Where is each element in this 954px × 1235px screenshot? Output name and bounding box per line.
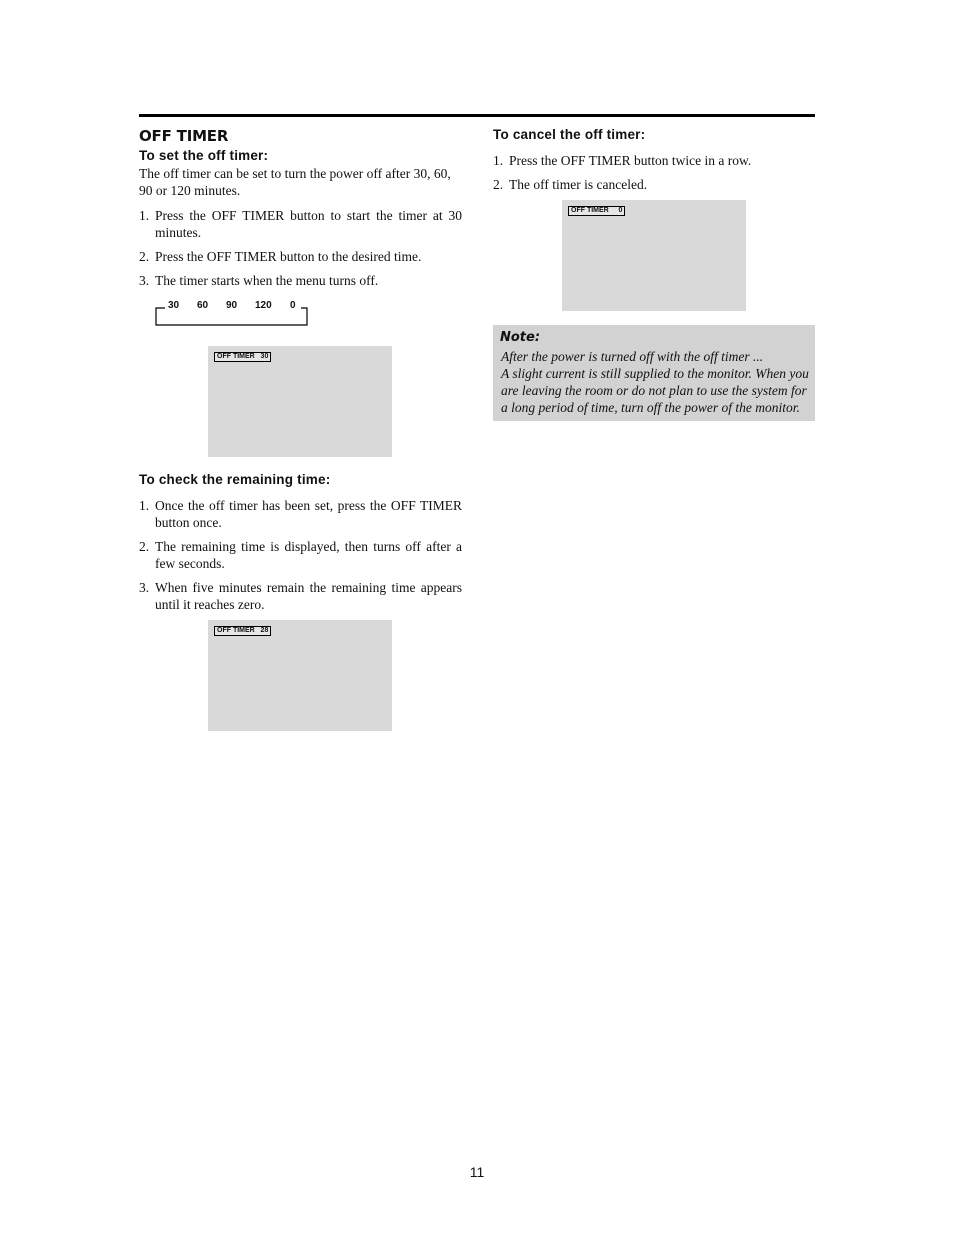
set-timer-steps [139,207,462,296]
page-number: 11 [469,1164,485,1180]
step-number: 2. [139,539,150,554]
step-text: Press the OFF TIMER button twice in a row. [509,153,752,168]
cycle-value: 90 [226,300,238,311]
cancel-timer-heading: To cancel the off timer: [493,127,646,142]
cycle-value: 120 [255,300,272,311]
step-text: Press the OFF TIMER button to the desired time. [155,249,422,264]
step-text: The remaining time is displayed, then turns off after a few seconds. [155,539,462,571]
step-number: 3. [139,580,150,595]
list-item [139,538,462,572]
step-number: 2. [139,249,150,264]
list-item [139,272,462,289]
note-heading: Note: [500,330,541,345]
step-text: Once the off timer has been set, press the OFF TIMER button once. [155,498,462,530]
osd-off-timer-label: OFF TIMER 28 [214,626,271,636]
timer-cycle-diagram [155,298,310,328]
step-text: The off timer is canceled. [509,177,648,192]
list-item [493,176,815,193]
step-number: 2. [493,177,504,192]
screen-illustration-check [208,620,392,731]
cycle-value: 60 [197,300,209,311]
note-line: A slight current is still supplied to the monitor. When you are leaving the room or do not plan to use the system for a long period of time, turn off the power of the monitor. [501,366,809,415]
osd-off-timer-label: OFF TIMER 0 [568,206,625,216]
cancel-timer-steps [493,152,815,200]
section-title: OFF TIMER [139,127,229,145]
list-item [493,152,815,169]
step-text: When five minutes remain the remaining time appears until it reaches zero. [155,580,462,612]
set-timer-intro: The off timer can be set to turn the power off after 30, 60, 90 or 120 minutes. [139,166,451,198]
note-line: After the power is turned off with the off timer ... [501,349,764,364]
screen-illustration-set [208,346,392,457]
list-item [139,579,462,613]
step-number: 1. [139,208,150,223]
top-rule [139,114,815,117]
step-text: Press the OFF TIMER button to start the timer at 30 minutes. [155,208,462,240]
list-item [139,248,462,265]
cycle-value: 30 [168,300,180,311]
list-item [139,497,462,531]
step-text: The timer starts when the menu turns off. [155,273,379,288]
check-time-steps [139,497,462,620]
note-body [501,348,809,416]
step-number: 3. [139,273,150,288]
set-timer-heading: To set the off timer: [139,148,269,163]
step-number: 1. [493,153,504,168]
cycle-value: 0 [290,300,296,311]
list-item [139,207,462,241]
note-box [493,325,815,421]
screen-illustration-cancel [562,200,746,311]
step-number: 1. [139,498,150,513]
check-time-heading: To check the remaining time: [139,472,331,487]
osd-off-timer-label: OFF TIMER 30 [214,352,271,362]
